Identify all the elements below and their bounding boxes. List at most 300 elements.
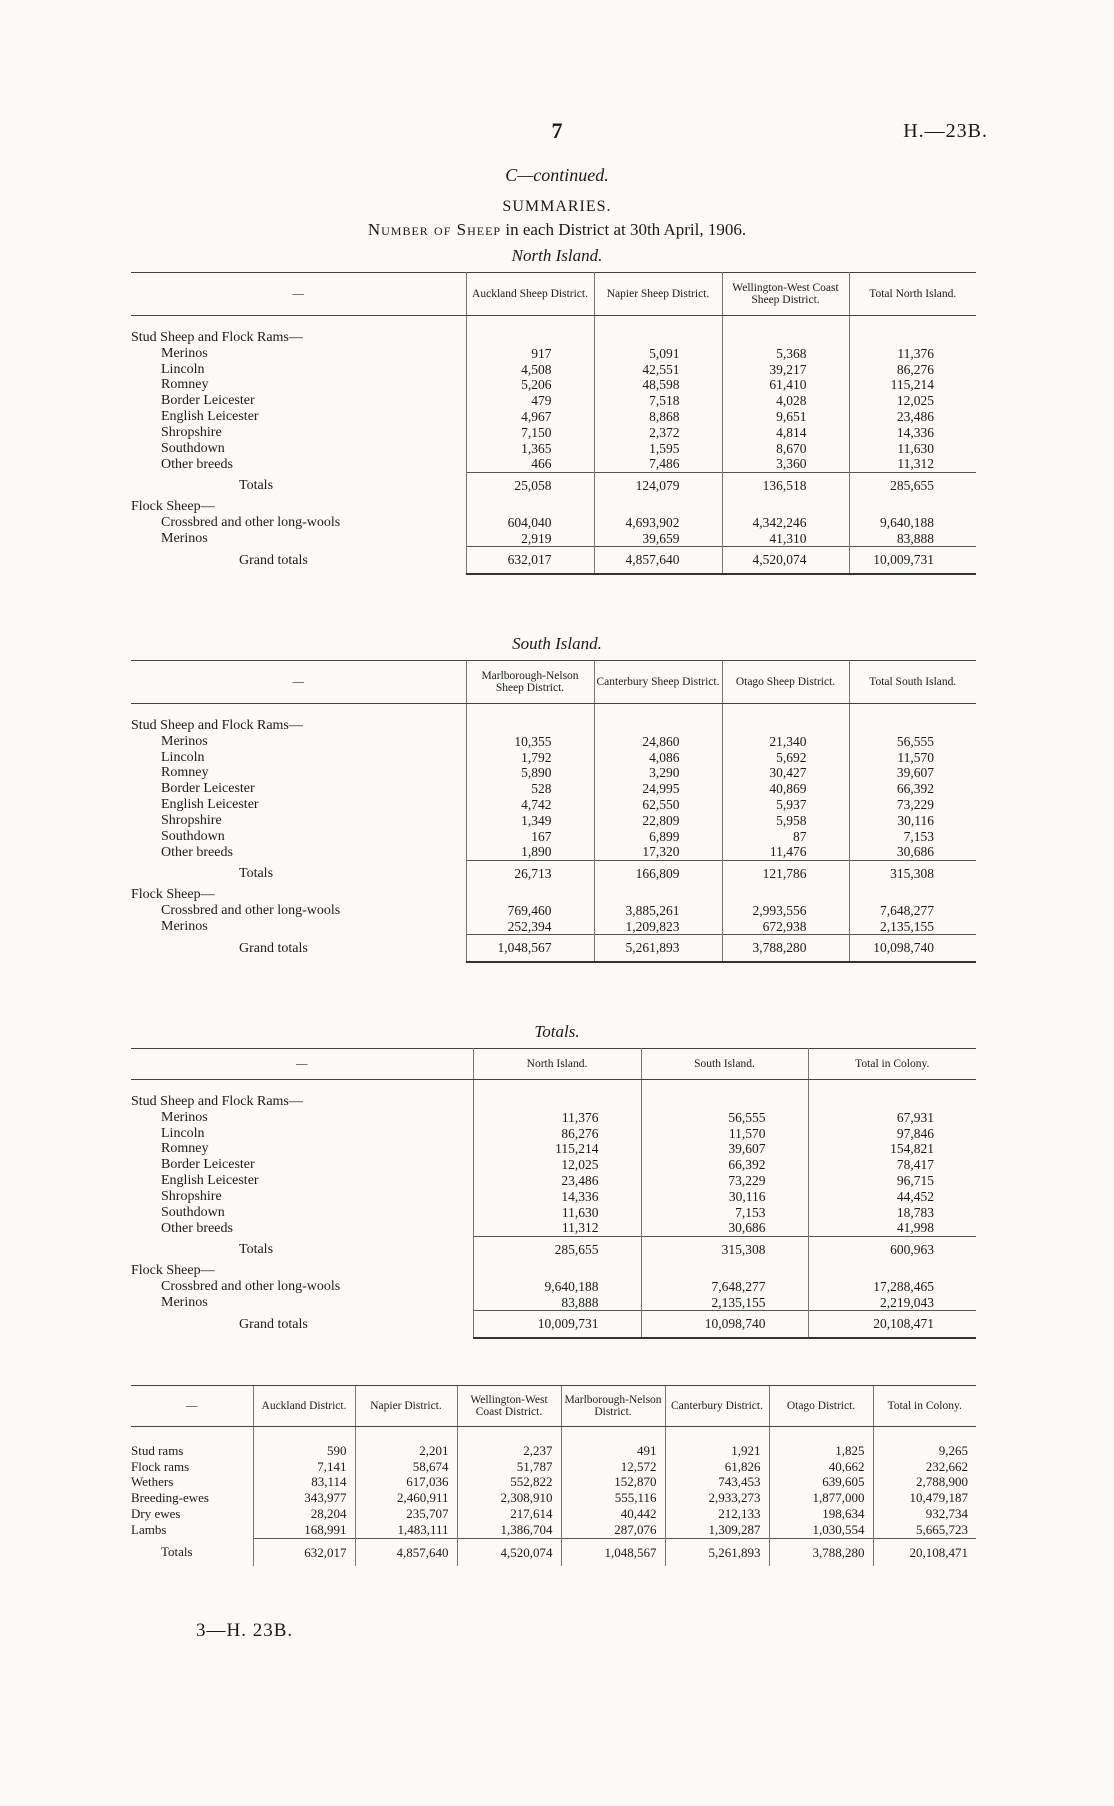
cell: 11,476 [722, 844, 849, 860]
cell: 39,659 [594, 531, 722, 547]
district-col-otago: Otago District. [769, 1386, 873, 1427]
south-header-row [131, 661, 976, 704]
cell: 2,135,155 [641, 1295, 808, 1311]
table-row [131, 441, 976, 457]
row-label: Southdown [161, 828, 225, 844]
cell: 115,214 [473, 1141, 641, 1157]
table-row [131, 813, 976, 829]
cell: 20,108,471 [808, 1311, 976, 1338]
cell: 5,958 [722, 813, 849, 829]
north-stud-heading [131, 330, 976, 346]
row-label: Crossbred and other long-wools [161, 1278, 341, 1294]
cell: 4,086 [594, 750, 722, 766]
table-row [131, 1126, 976, 1142]
totals-row [131, 861, 976, 887]
cell: 11,630 [473, 1205, 641, 1221]
cell: 9,640,188 [473, 1279, 641, 1295]
cell: 769,460 [466, 903, 594, 919]
row-label: Shropshire [161, 424, 222, 440]
cell: 1,309,287 [665, 1522, 769, 1538]
cell: 62,550 [594, 797, 722, 813]
row-label: Totals [239, 865, 274, 881]
page-number: 7 [551, 118, 563, 143]
north-header-row [131, 273, 976, 316]
north-flock-heading [131, 499, 976, 515]
cell: 932,734 [873, 1506, 976, 1522]
row-label: English Leicester [161, 796, 259, 812]
cell: 17,320 [594, 844, 722, 860]
cell: 4,520,074 [722, 547, 849, 574]
cell: 5,368 [722, 346, 849, 362]
cell: 3,788,280 [769, 1538, 873, 1566]
cell: 4,857,640 [355, 1538, 457, 1566]
cell: 10,479,187 [873, 1490, 976, 1506]
cell: 11,312 [473, 1220, 641, 1236]
cell: 9,265 [873, 1443, 976, 1459]
cell: 4,520,074 [457, 1538, 561, 1566]
cell: 30,427 [722, 765, 849, 781]
cell: 235,707 [355, 1506, 457, 1522]
cell: 4,342,246 [722, 515, 849, 531]
cell: 86,276 [849, 362, 976, 378]
cell: 66,392 [641, 1157, 808, 1173]
cell: 121,786 [722, 861, 849, 887]
cell: 41,998 [808, 1220, 976, 1236]
table-row [131, 1295, 976, 1311]
table-row [131, 919, 976, 935]
cell: 9,651 [722, 409, 849, 425]
table-row [131, 797, 976, 813]
cell: 2,372 [594, 425, 722, 441]
table-row [131, 1443, 976, 1459]
table-row [131, 1189, 976, 1205]
cell: 6,899 [594, 829, 722, 845]
cell: 1,030,554 [769, 1522, 873, 1538]
cell: 528 [466, 781, 594, 797]
cell: 10,009,731 [473, 1311, 641, 1338]
cell: 5,937 [722, 797, 849, 813]
cell: 217,614 [457, 1506, 561, 1522]
document-reference: H.—23B. [903, 120, 988, 142]
section-continued: C—continued. [505, 165, 609, 185]
north-col-napier: Napier Sheep District. [594, 273, 722, 316]
row-label: English Leicester [161, 408, 259, 424]
table-row [131, 425, 976, 441]
table-row [131, 1110, 976, 1126]
row-label: Crossbred and other long-wools [161, 902, 341, 918]
row-label: Merinos [161, 530, 208, 546]
table-row [131, 903, 976, 919]
cell: 198,634 [769, 1506, 873, 1522]
cell: 2,135,155 [849, 919, 976, 935]
table-row [131, 1279, 976, 1295]
row-label: Totals [161, 1544, 193, 1560]
cell: 167 [466, 829, 594, 845]
cell: 632,017 [253, 1538, 355, 1566]
cell: 40,869 [722, 781, 849, 797]
cell: 4,814 [722, 425, 849, 441]
cell: 30,116 [641, 1189, 808, 1205]
cell: 5,091 [594, 346, 722, 362]
south-col-marlborough: Marlborough-Nelson Sheep District. [466, 661, 594, 704]
cell: 48,598 [594, 377, 722, 393]
north-island-table [131, 272, 976, 575]
main-title-smallcaps: Number of Sheep [367, 220, 502, 239]
row-label: Other breeds [161, 844, 233, 860]
cell: 8,670 [722, 441, 849, 457]
cell: 67,931 [808, 1110, 976, 1126]
table-row [131, 1220, 976, 1236]
row-label: Crossbred and other long-wools [161, 514, 341, 530]
section-label: Stud Sheep and Flock Rams— [131, 718, 303, 733]
south-stud-heading [131, 718, 976, 734]
cell: 555,116 [561, 1490, 665, 1506]
cell: 1,877,000 [769, 1490, 873, 1506]
cell: 285,655 [473, 1237, 641, 1263]
cell: 11,630 [849, 441, 976, 457]
cell: 7,150 [466, 425, 594, 441]
cell: 7,153 [641, 1205, 808, 1221]
cell: 5,692 [722, 750, 849, 766]
cell: 315,308 [849, 861, 976, 887]
cell: 3,788,280 [722, 935, 849, 962]
cell: 83,888 [473, 1295, 641, 1311]
cell: 78,417 [808, 1157, 976, 1173]
cell: 26,713 [466, 861, 594, 887]
totals-flock-heading [131, 1263, 976, 1279]
cell: 917 [466, 346, 594, 362]
row-label: Merinos [161, 733, 208, 749]
cell: 1,595 [594, 441, 722, 457]
cell: 466 [466, 456, 594, 472]
cell: 21,340 [722, 734, 849, 750]
cell: 12,572 [561, 1459, 665, 1475]
row-label: Grand totals [239, 552, 308, 568]
table-row [131, 844, 976, 860]
cell: 590 [253, 1443, 355, 1459]
cell: 12,025 [849, 393, 976, 409]
section-label: Flock Sheep— [131, 886, 215, 902]
district-col-wellington: Wellington-West Coast District. [457, 1386, 561, 1427]
table-row [131, 750, 976, 766]
cell: 1,048,567 [466, 935, 594, 962]
cell: 4,742 [466, 797, 594, 813]
table-row [131, 362, 976, 378]
row-label: Flock rams [131, 1458, 190, 1474]
cell: 4,967 [466, 409, 594, 425]
row-label: Southdown [161, 1204, 225, 1220]
south-island-table [131, 660, 976, 963]
row-label: Lincoln [161, 1125, 205, 1141]
table-row [131, 1157, 976, 1173]
cell: 25,058 [466, 473, 594, 499]
cell: 7,518 [594, 393, 722, 409]
row-label: Romney [161, 377, 209, 393]
cell: 315,308 [641, 1237, 808, 1263]
cell: 66,392 [849, 781, 976, 797]
cell: 2,788,900 [873, 1474, 976, 1490]
cell: 232,662 [873, 1459, 976, 1475]
cell: 287,076 [561, 1522, 665, 1538]
cell: 1,483,111 [355, 1522, 457, 1538]
cell: 5,665,723 [873, 1522, 976, 1538]
south-col-total: Total South Island. [849, 661, 976, 704]
cell: 7,648,277 [849, 903, 976, 919]
totals-header-row [131, 1049, 976, 1080]
south-header-blank: — [131, 661, 466, 704]
cell: 20,108,471 [873, 1538, 976, 1566]
row-label: Breeding-ewes [131, 1490, 209, 1506]
cell: 600,963 [808, 1237, 976, 1263]
cell: 39,607 [641, 1141, 808, 1157]
district-col-napier: Napier District. [355, 1386, 457, 1427]
section-label: Stud Sheep and Flock Rams— [131, 1094, 303, 1109]
cell: 61,410 [722, 377, 849, 393]
cell: 11,570 [849, 750, 976, 766]
cell: 4,028 [722, 393, 849, 409]
cell: 639,605 [769, 1474, 873, 1490]
cell: 743,453 [665, 1474, 769, 1490]
row-label: Dry ewes [131, 1505, 181, 1521]
cell: 87 [722, 829, 849, 845]
row-label: Southdown [161, 440, 225, 456]
table-row [131, 829, 976, 845]
cell: 23,486 [473, 1173, 641, 1189]
cell: 2,933,273 [665, 1490, 769, 1506]
cell: 4,508 [466, 362, 594, 378]
cell: 17,288,465 [808, 1279, 976, 1295]
cell: 2,993,556 [722, 903, 849, 919]
totals-row [131, 1237, 976, 1263]
totals-stud-heading [131, 1094, 976, 1110]
main-title [0, 220, 1114, 240]
row-label: Lincoln [161, 749, 205, 765]
district-col-total: Total in Colony. [873, 1386, 976, 1427]
cell: 604,040 [466, 515, 594, 531]
cell: 136,518 [722, 473, 849, 499]
cell: 5,206 [466, 377, 594, 393]
section-label: Flock Sheep— [131, 498, 215, 514]
cell: 10,098,740 [849, 935, 976, 962]
row-label: Border Leicester [161, 781, 255, 797]
row-label: Wethers [131, 1474, 174, 1490]
cell: 11,376 [473, 1110, 641, 1126]
cell: 83,114 [253, 1474, 355, 1490]
row-label: Merinos [161, 1294, 208, 1310]
row-label: Totals [239, 477, 274, 493]
cell: 154,821 [808, 1141, 976, 1157]
cell: 3,290 [594, 765, 722, 781]
cell: 1,209,823 [594, 919, 722, 935]
cell: 1,825 [769, 1443, 873, 1459]
cell: 2,308,910 [457, 1490, 561, 1506]
cell: 5,261,893 [665, 1538, 769, 1566]
cell: 42,551 [594, 362, 722, 378]
cell: 1,890 [466, 844, 594, 860]
cell: 7,648,277 [641, 1279, 808, 1295]
cell: 24,995 [594, 781, 722, 797]
cell: 40,442 [561, 1506, 665, 1522]
cell: 86,276 [473, 1126, 641, 1142]
cell: 56,555 [641, 1110, 808, 1126]
row-label: English Leicester [161, 1172, 259, 1188]
cell: 22,809 [594, 813, 722, 829]
cell: 115,214 [849, 377, 976, 393]
row-label: Lambs [131, 1522, 167, 1538]
cell: 5,890 [466, 765, 594, 781]
grand-totals-row [131, 935, 976, 962]
table-row [131, 393, 976, 409]
cell: 14,336 [473, 1189, 641, 1205]
cell: 2,919 [466, 531, 594, 547]
cell: 10,355 [466, 734, 594, 750]
row-label: Stud rams [131, 1442, 184, 1458]
cell: 1,365 [466, 441, 594, 457]
south-flock-heading [131, 887, 976, 903]
cell: 124,079 [594, 473, 722, 499]
cell: 1,792 [466, 750, 594, 766]
row-label: Grand totals [239, 940, 308, 956]
cell: 552,822 [457, 1474, 561, 1490]
totals-row [131, 473, 976, 499]
cell: 2,219,043 [808, 1295, 976, 1311]
totals-col-north: North Island. [473, 1049, 641, 1080]
north-header-blank: — [131, 273, 466, 316]
cell: 11,570 [641, 1126, 808, 1142]
table-row [131, 409, 976, 425]
cell: 58,674 [355, 1459, 457, 1475]
cell: 83,888 [849, 531, 976, 547]
table-row [131, 781, 976, 797]
row-label: Merinos [161, 918, 208, 934]
table-row [131, 515, 976, 531]
cell: 51,787 [457, 1459, 561, 1475]
row-label: Shropshire [161, 812, 222, 828]
cell: 285,655 [849, 473, 976, 499]
table-row [131, 1506, 976, 1522]
north-island-title: North Island. [511, 246, 603, 265]
row-label: Merinos [161, 1109, 208, 1125]
cell: 1,921 [665, 1443, 769, 1459]
district-header-blank: — [131, 1386, 253, 1427]
cell: 41,310 [722, 531, 849, 547]
cell: 40,662 [769, 1459, 873, 1475]
table-row [131, 1490, 976, 1506]
cell: 24,860 [594, 734, 722, 750]
cell: 7,486 [594, 456, 722, 472]
district-breakdown-table [131, 1385, 976, 1566]
cell: 61,826 [665, 1459, 769, 1475]
table-row [131, 1522, 976, 1538]
row-label: Grand totals [239, 1316, 308, 1332]
south-col-canterbury: Canterbury Sheep District. [594, 661, 722, 704]
totals-table [131, 1048, 976, 1339]
cell: 4,693,902 [594, 515, 722, 531]
main-title-rest: in each District at 30th April, 1906. [501, 220, 747, 239]
table-row [131, 1141, 976, 1157]
cell: 672,938 [722, 919, 849, 935]
cell: 30,686 [849, 844, 976, 860]
table-row [131, 1474, 976, 1490]
table-row [131, 734, 976, 750]
cell: 39,607 [849, 765, 976, 781]
cell: 96,715 [808, 1173, 976, 1189]
cell: 28,204 [253, 1506, 355, 1522]
row-label: Shropshire [161, 1188, 222, 1204]
totals-col-colony: Total in Colony. [808, 1049, 976, 1080]
cell: 3,360 [722, 456, 849, 472]
cell: 491 [561, 1443, 665, 1459]
section-label: Stud Sheep and Flock Rams— [131, 330, 303, 345]
cell: 7,141 [253, 1459, 355, 1475]
cell: 212,133 [665, 1506, 769, 1522]
cell: 7,153 [849, 829, 976, 845]
district-col-auckland: Auckland District. [253, 1386, 355, 1427]
district-col-canterbury: Canterbury District. [665, 1386, 769, 1427]
cell: 632,017 [466, 547, 594, 574]
cell: 617,036 [355, 1474, 457, 1490]
cell: 1,386,704 [457, 1522, 561, 1538]
footer-reference: 3—H. 23B. [196, 1620, 294, 1641]
cell: 10,009,731 [849, 547, 976, 574]
table-row [131, 377, 976, 393]
north-col-auckland: Auckland Sheep District. [466, 273, 594, 316]
totals-header-blank: — [131, 1049, 473, 1080]
north-col-wellington: Wellington-West Coast Sheep District. [722, 273, 849, 316]
cell: 4,857,640 [594, 547, 722, 574]
cell: 2,460,911 [355, 1490, 457, 1506]
row-label: Romney [161, 765, 209, 781]
table-row [131, 1459, 976, 1475]
table-row [131, 1205, 976, 1221]
table-row [131, 1173, 976, 1189]
cell: 3,885,261 [594, 903, 722, 919]
row-label: Romney [161, 1141, 209, 1157]
cell: 11,376 [849, 346, 976, 362]
totals-col-south: South Island. [641, 1049, 808, 1080]
north-col-total: Total North Island. [849, 273, 976, 316]
table-row [131, 346, 976, 362]
cell: 1,349 [466, 813, 594, 829]
cell: 343,977 [253, 1490, 355, 1506]
cell: 12,025 [473, 1157, 641, 1173]
row-label: Other breeds [161, 456, 233, 472]
table-row [131, 456, 976, 472]
cell: 9,640,188 [849, 515, 976, 531]
cell: 10,098,740 [641, 1311, 808, 1338]
cell: 2,201 [355, 1443, 457, 1459]
grand-totals-row [131, 547, 976, 574]
row-label: Border Leicester [161, 393, 255, 409]
south-island-title: South Island. [512, 634, 602, 653]
totals-row [131, 1538, 976, 1566]
cell: 152,870 [561, 1474, 665, 1490]
table-row [131, 531, 976, 547]
grand-totals-row [131, 1311, 976, 1338]
row-label: Totals [239, 1241, 274, 1257]
row-label: Lincoln [161, 361, 205, 377]
cell: 73,229 [641, 1173, 808, 1189]
cell: 30,116 [849, 813, 976, 829]
cell: 23,486 [849, 409, 976, 425]
cell: 479 [466, 393, 594, 409]
row-label: Border Leicester [161, 1157, 255, 1173]
cell: 39,217 [722, 362, 849, 378]
cell: 2,237 [457, 1443, 561, 1459]
summaries-heading: SUMMARIES. [502, 198, 612, 215]
cell: 168,991 [253, 1522, 355, 1538]
cell: 8,868 [594, 409, 722, 425]
